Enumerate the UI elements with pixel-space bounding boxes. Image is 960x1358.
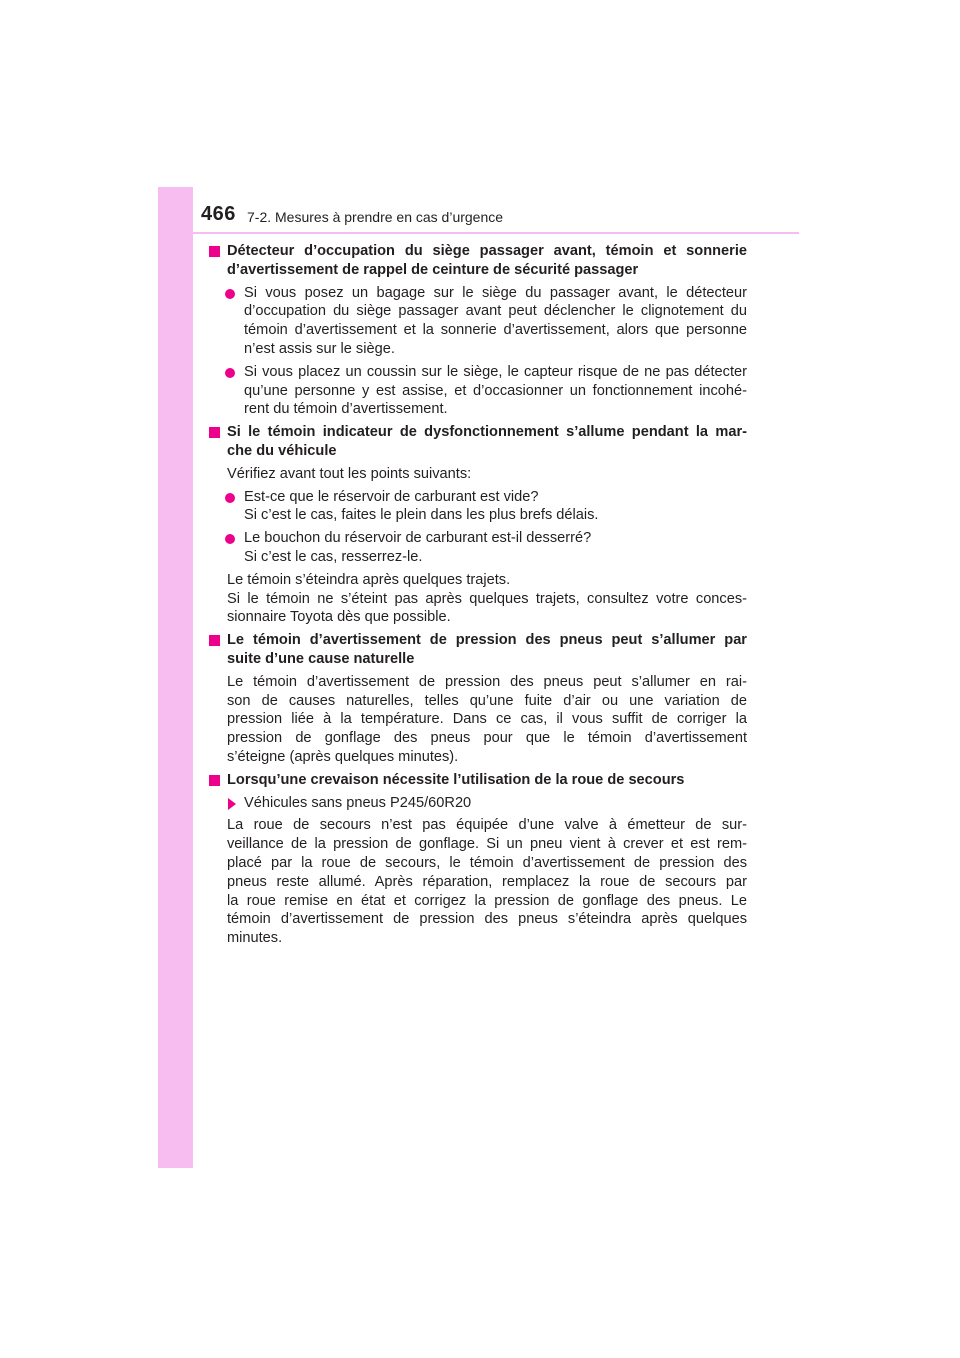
section-heading — [209, 771, 747, 790]
square-bullet-icon — [209, 427, 220, 438]
section-malfunction-indicator — [209, 423, 747, 627]
heading-line: Lorsqu’une crevaison nécessite l’utilisation de la roue de secours — [227, 771, 685, 788]
list-item — [209, 363, 747, 419]
section-tire-pressure-natural — [209, 631, 747, 767]
text-line: Si vous posez un bagage sur le siège du passager avant, le détecteur — [244, 284, 747, 301]
paragraph — [209, 571, 747, 627]
list-item — [209, 529, 747, 567]
heading-line: che du véhicule — [227, 442, 337, 459]
page-content — [209, 242, 747, 952]
text-line: pression de gonflage des pneus pour que le témoin d’avertissement — [227, 730, 747, 747]
square-bullet-icon — [209, 246, 220, 257]
text-line: rent du témoin d’avertissement. — [244, 401, 448, 418]
section-heading — [209, 631, 747, 669]
section-heading — [209, 242, 747, 280]
heading-line: d’avertissement de rappel de ceinture de sécurité passager — [227, 261, 639, 278]
text-line: pression liée à la température. Dans ce cas, il vous suffit de corriger la — [227, 711, 747, 728]
text-line: Le témoin d’avertissement de pression des pneus peut s’allumer en rai- — [227, 673, 747, 690]
square-bullet-icon — [209, 635, 220, 646]
text-line: Est-ce que le réservoir de carburant est vide? — [244, 488, 539, 505]
text-line: Si c’est le cas, faites le plein dans les plus brefs délais. — [244, 507, 599, 524]
heading-line: suite d’une cause naturelle — [227, 650, 415, 667]
text-line: n’est assis sur le siège. — [244, 340, 395, 357]
list-item — [209, 488, 747, 526]
heading-line: Détecteur d’occupation du siège passager avant, témoin et sonnerie — [227, 243, 747, 259]
section-heading — [209, 423, 747, 461]
paragraph — [209, 816, 747, 948]
text-line: Si le témoin ne s’éteint pas après quelques trajets, consultez votre conces- — [227, 590, 747, 607]
chapter-tab-bar — [158, 187, 193, 1168]
text-line: la roue remise en état et corrigez la pression de gonflage des pneus. Le — [227, 892, 747, 909]
circle-bullet-icon — [225, 534, 235, 544]
circle-bullet-icon — [225, 289, 235, 299]
text-line: Véhicules sans pneus P245/60R20 — [244, 794, 472, 811]
text-line: s’éteigne (après quelques minutes). — [227, 748, 459, 765]
section-spare-tire — [209, 771, 747, 948]
circle-bullet-icon — [225, 493, 235, 503]
list-item — [209, 284, 747, 359]
text-line: sionnaire Toyota dès que possible. — [227, 609, 451, 626]
text-line: veillance de la pression de gonflage. Si un pneu vient à crever et est rem- — [227, 836, 747, 853]
text-line: minutes. — [227, 930, 283, 947]
text-line: témoin d’avertissement et la sonnerie d’avertissement, alors que personne — [244, 322, 747, 339]
section-title: 7-2. Mesures à prendre en cas d’urgence — [247, 209, 504, 225]
text-line: La roue de secours n’est pas équipée d’une valve à émetteur de sur- — [227, 817, 747, 834]
section-passenger-occupancy — [209, 242, 747, 419]
paragraph — [209, 465, 747, 484]
heading-line: Si le témoin indicateur de dysfonctionnement s’allume pendant la mar- — [227, 424, 747, 441]
text-line: son de causes naturelles, telles qu’une fuite d’air ou une variation de — [227, 692, 747, 709]
text-line: Vérifiez avant tout les points suivants: — [227, 465, 472, 482]
page-number: 466 — [201, 203, 236, 225]
text-line: Si c’est le cas, resserrez-le. — [244, 548, 423, 565]
text-line: qu’une personne y est assise, et d’occasionner un fonctionnement incohé- — [244, 382, 747, 399]
text-line: placé par la roue de secours, le témoin d’avertissement de pression des — [227, 854, 747, 871]
text-line: Le témoin s’éteindra après quelques trajets. — [227, 571, 511, 588]
text-line: Si vous placez un coussin sur le siège, le capteur risque de ne pas détecter — [244, 363, 747, 380]
triangle-arrow-icon — [228, 798, 236, 810]
vehicle-condition — [209, 794, 747, 813]
header-rule — [193, 232, 799, 234]
square-bullet-icon — [209, 775, 220, 786]
circle-bullet-icon — [225, 368, 235, 378]
text-line: témoin d’avertissement de pression des pneus s’éteindra après quelques — [227, 911, 747, 928]
heading-line: Le témoin d’avertissement de pression des pneus peut s’allumer par — [227, 632, 747, 649]
text-line: Le bouchon du réservoir de carburant est-il desserré? — [244, 530, 592, 547]
paragraph — [209, 673, 747, 767]
text-line: pneus reste allumé. Après réparation, remplacez la roue de secours par — [227, 873, 747, 890]
text-line: d’occupation du siège passager avant peut déclencher le clignotement du — [244, 303, 747, 320]
